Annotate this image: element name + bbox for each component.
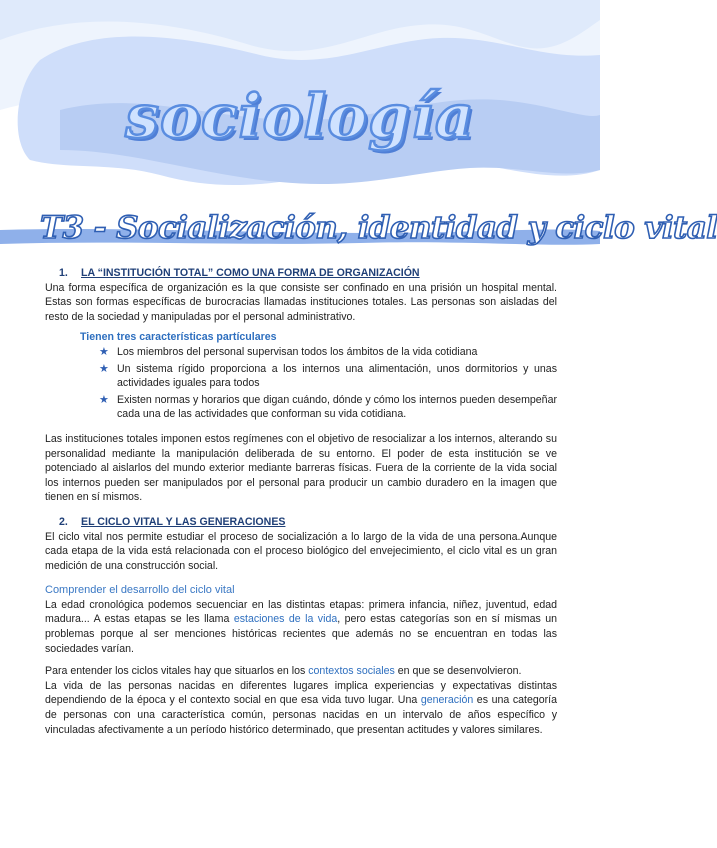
- brand-logo: sociología: [125, 82, 475, 152]
- list-item: ★ Los miembros del personal supervisan todos los ámbitos de la vida cotidiana: [99, 345, 478, 358]
- section-1-heading: [45, 266, 557, 281]
- section-2-subheading: Comprender el desarrollo del ciclo vital: [45, 584, 235, 597]
- section-2-title: EL CICLO VITAL Y LAS GENERACIONES: [81, 515, 286, 528]
- section-1-intro: Una forma específica de organización es la que consiste ser confinado en una prisión un hospital mental. Estas son formas específicas de burocracias llamadas instituciones totales. Las personas son aisladas del resto de la sociedad y manipuladas por el personal administrativo.: [45, 281, 557, 323]
- highlight-term: generación: [420, 694, 474, 707]
- section-1-title: LA “INSTITUCIÓN TOTAL” COMO UNA FORMA DE ORGANIZACIÓN: [81, 267, 420, 279]
- section-1-subheading: Tienen tres características partículares: [80, 331, 277, 344]
- section-2-heading: [45, 515, 557, 530]
- section-2-paragraph-3: La vida de las personas nacidas en diferentes lugares implica experiencias y expectativas distintas dependiendo de la época y el contexto social en que esa vida tuvo lugar. Una generación es una categoría de personas con una característica común, personas nacidas en un intervalo de años específico y vinculadas afectivamente a un período histórico determinado, que presentan actitudes y valores similares.: [45, 679, 557, 736]
- section-1-closing: Las instituciones totales imponen estos regímenes con el objetivo de resocializar a los internos, alterando su personalidad mediante la manipulación deliberada de su entorno. El poder de esta institución se ve potenciado al aislarlos del mundo exterior mediante barreras físicas. Fuera de la corriente de la vida social los internos pueden ser manipulados por el personal para producir un cambio duradero en la imagen que tienen en sí mismos.: [45, 432, 557, 504]
- highlight-term: estaciones de la vida: [233, 613, 338, 626]
- section-2-number: 2.: [59, 515, 68, 528]
- page-title: T3 - Socialización, identidad y ciclo vital: [40, 210, 717, 246]
- star-bullet-icon: ★: [99, 393, 109, 406]
- highlight-term: contextos sociales: [308, 665, 395, 678]
- list-item: ★ Un sistema rígido proporciona a los internos una alimentación, unos dormitorios y unas actividades iguales para todos: [99, 362, 557, 390]
- section-2-intro: El ciclo vital nos permite estudiar el proceso de socialización a lo largo de la vida de una persona.Aunque cada etapa de la vida está relacionada con el proceso biológico del envejecimiento, el ciclo vital es un gran medición de una construcción social.: [45, 530, 557, 572]
- section-1-number: 1.: [59, 267, 68, 279]
- characteristics-list: [45, 345, 557, 422]
- star-bullet-icon: ★: [99, 345, 109, 358]
- list-item: ★ Existen normas y horarios que digan cuándo, dónde y cómo los internos pueden desempeñar cada una de las actividades que conforman su vida cotidiana.: [99, 393, 557, 421]
- section-2-paragraph-1: La edad cronológica podemos secuenciar en las distintas etapas: primera infancia, niñez, juventud, edad madura... A estas etapas se les llama estaciones de la vida, pero estas categorías son en sí mismas un problemas porque al ser menciones históricas recientes que además no se encuentran en todas las sociedades varían.: [45, 598, 557, 655]
- document-body: [45, 266, 557, 737]
- section-2-paragraph-2: Para entender los ciclos vitales hay que situarlos en los contextos sociales en que se desenvolvieron.: [45, 665, 522, 678]
- star-bullet-icon: ★: [99, 362, 109, 375]
